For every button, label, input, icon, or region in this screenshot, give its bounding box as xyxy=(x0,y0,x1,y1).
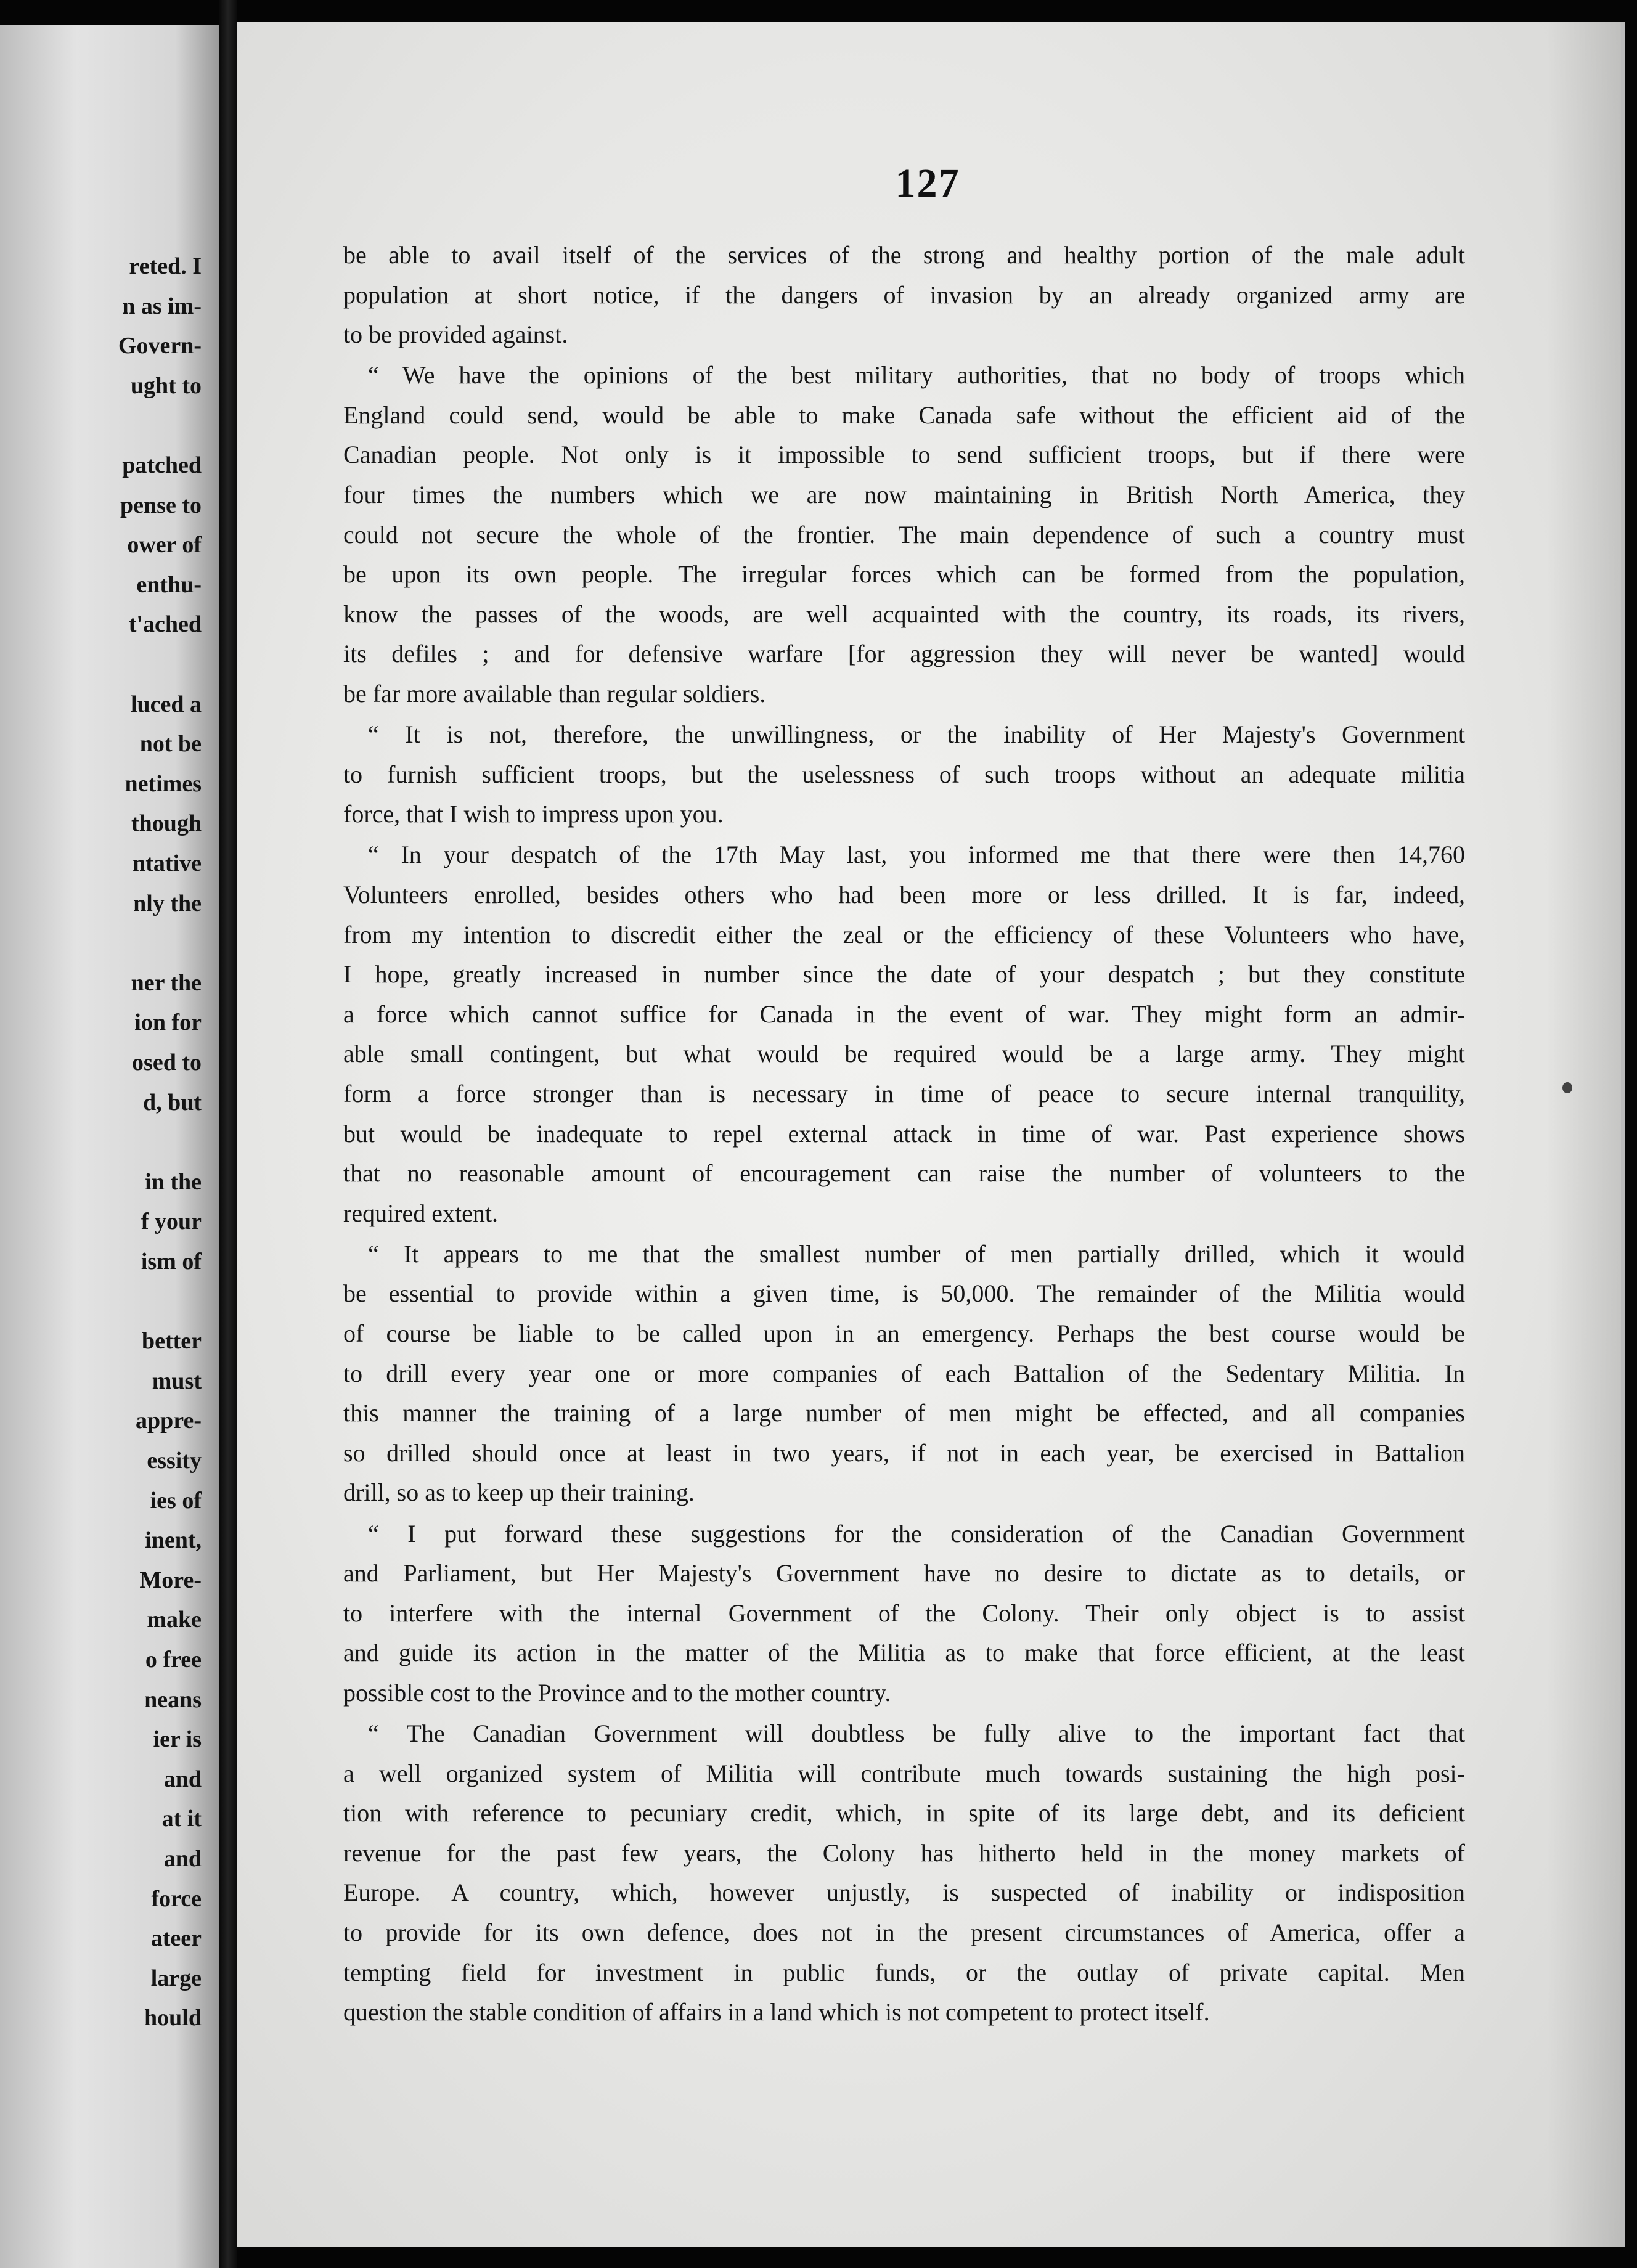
left-page-fragment: n as im- xyxy=(122,293,202,319)
left-page-text-fragments xyxy=(0,25,219,2268)
left-page-fragment: inent, xyxy=(145,1527,202,1554)
left-page-fragment: ion for xyxy=(134,1010,202,1036)
text-line: England could send, would be able to make Canada safe without the efficient aid of the xyxy=(343,401,1465,429)
text-line: to provide for its own defence, does not in the present circumstances of America, offer a xyxy=(343,1918,1465,1946)
text-line: able small contingent, but what would be required would be a large army. They might xyxy=(343,1040,1465,1068)
text-line: required extent. xyxy=(343,1199,498,1227)
text-line: Volunteers enrolled, besides others who had been more or less drilled. It is far, indeed, xyxy=(343,881,1465,908)
left-page-fragment: ught to xyxy=(130,372,202,399)
text-line: “ It appears to me that the smallest number of men partially drilled, which it would xyxy=(368,1239,1465,1268)
page-number: 127 xyxy=(895,161,960,206)
left-page-fragment: Govern- xyxy=(118,333,202,359)
left-page-fragment: ies of xyxy=(150,1487,202,1514)
text-line: but would be inadequate to repel external attack in time of war. Past experience shows xyxy=(343,1119,1465,1148)
left-page-fragment: ateer xyxy=(150,1925,202,1952)
left-page-fragment: at it xyxy=(161,1806,202,1832)
text-line: “ We have the opinions of the best military authorities, that no body of troops which xyxy=(368,361,1465,390)
text-line: know the passes of the woods, are well acquainted with the country, its roads, its rivers, xyxy=(343,600,1465,628)
left-page-fragment: and xyxy=(163,1766,202,1792)
left-page-fragment: must xyxy=(152,1368,202,1394)
text-line: four times the numbers which we are now maintaining in British North America, they xyxy=(343,481,1465,509)
text-line: population at short notice, if the dangers of invasion by an already organized army are xyxy=(343,280,1465,309)
left-page-fragment: nly the xyxy=(133,890,202,916)
left-page-fragment: large xyxy=(150,1965,202,1991)
left-page-fragment: t'ached xyxy=(128,611,202,638)
text-line: “ The Canadian Government will doubtless be fully alive to the important fact that xyxy=(368,1719,1465,1747)
text-line: to drill every year one or more companies of each Battalion of the Sedentary Militia. In xyxy=(343,1359,1465,1387)
paragraph xyxy=(343,1514,1465,1713)
left-page-fragment: More- xyxy=(139,1567,202,1593)
left-page-fragment: make xyxy=(147,1607,202,1633)
text-line: to interfere with the internal Government of the Colony. Their only object is to assist xyxy=(343,1599,1465,1627)
text-line: and Parliament, but Her Majesty's Government have no desire to dictate as to details, or xyxy=(343,1559,1465,1588)
text-line: could not secure the whole of the frontier. The main dependence of such a country must xyxy=(343,520,1465,549)
text-line: I hope, greatly increased in number since the date of your despatch ; but they constitute xyxy=(343,960,1465,989)
text-line: a well organized system of Militia will contribute much towards sustaining the high posi- xyxy=(343,1759,1465,1787)
text-line: to be provided against. xyxy=(343,320,568,349)
left-page-fragment: d, but xyxy=(142,1089,202,1116)
book-gutter xyxy=(219,0,237,2268)
text-line: a force which cannot suffice for Canada in the event of war. They might form an admir- xyxy=(343,1000,1465,1028)
left-page-fragment: osed to xyxy=(132,1050,202,1075)
left-page-fragment: appre- xyxy=(136,1408,202,1434)
left-page-fragment: hould xyxy=(144,2005,202,2031)
left-page-fragment: ntative xyxy=(133,851,202,876)
left-page-fragment: o free xyxy=(145,1647,202,1673)
text-line: possible cost to the Province and to the mother country. xyxy=(343,1678,891,1707)
page xyxy=(237,22,1625,2247)
text-line: be essential to provide within a given time, is 50,000. The remainder of the Militia would xyxy=(343,1279,1465,1308)
text-line: to furnish sufficient troops, but the uselessness of such troops without an adequate militia xyxy=(343,760,1465,788)
text-line: be far more available than regular soldiers. xyxy=(343,680,766,708)
text-line: “ In your despatch of the 17th May last, you informed me that there were then 14,760 xyxy=(368,841,1465,869)
text-line: of course be liable to be called upon in an emergency. Perhaps the best course would be xyxy=(343,1320,1465,1348)
left-page-fragment: in the xyxy=(145,1169,202,1195)
left-page-fragment: ism of xyxy=(141,1249,202,1275)
left-page-fragment: ner the xyxy=(131,969,202,996)
left-page-fragment: better xyxy=(141,1328,202,1355)
text-line: from my intention to discredit either the zeal or the efficiency of these Volunteers who have, xyxy=(343,920,1465,948)
paragraph xyxy=(343,235,1465,355)
text-line: drill, so as to keep up their training. xyxy=(343,1479,695,1507)
text-line: tempting field for investment in public funds, or the outlay of private capital. Men xyxy=(343,1958,1465,1986)
page-edge-shadow xyxy=(1547,22,1621,2247)
left-page-fragment: not be xyxy=(139,731,202,757)
left-page-fragment: neans xyxy=(144,1686,202,1713)
paragraph xyxy=(343,356,1465,714)
paragraph xyxy=(343,1234,1465,1513)
text-line: tion with reference to pecuniary credit, which, in spite of its large debt, and its deficient xyxy=(343,1799,1465,1827)
text-line: its defiles ; and for defensive warfare [for aggression they will never be wanted] would xyxy=(343,640,1465,668)
left-page-fragment: patched xyxy=(122,452,202,478)
body-text xyxy=(343,235,1465,2033)
left-page-fragment: reted. I xyxy=(129,253,202,279)
left-page-fragment: enthu- xyxy=(136,571,202,598)
text-line: force, that I wish to impress upon you. xyxy=(343,800,724,828)
text-line: “ I put forward these suggestions for the consideration of the Canadian Government xyxy=(368,1519,1465,1548)
text-line: “ It is not, therefore, the unwillingness, or the inability of Her Majesty's Government xyxy=(368,720,1465,749)
left-page-fragment: netimes xyxy=(125,770,202,797)
left-page-fragment: though xyxy=(131,810,202,837)
text-line: Europe. A country, which, however unjustly, is suspected of inability or indisposition xyxy=(343,1878,1465,1907)
text-line: and guide its action in the matter of the Militia as to make that force efficient, at the least xyxy=(343,1639,1465,1667)
left-page-fragment: force xyxy=(151,1885,202,1912)
text-line: be upon its own people. The irregular forces which can be formed from the population, xyxy=(343,560,1465,589)
text-line: so drilled should once at least in two years, if not in each year, be exercised in Battalion xyxy=(343,1438,1465,1467)
paragraph xyxy=(343,715,1465,834)
left-page-fragment: ower of xyxy=(127,532,202,558)
left-page-fragment: f your xyxy=(141,1209,202,1235)
text-line: form a force stronger than is necessary in time of peace to secure internal tranquility, xyxy=(343,1079,1465,1107)
text-line: this manner the training of a large number of men might be effected, and all companies xyxy=(343,1399,1465,1427)
left-page-edge xyxy=(0,25,219,2268)
left-page-fragment: essity xyxy=(147,1448,202,1474)
text-line: that no reasonable amount of encouragement can raise the number of volunteers to the xyxy=(343,1159,1465,1188)
text-line: revenue for the past few years, the Colony has hitherto held in the money markets of xyxy=(343,1838,1465,1867)
paragraph xyxy=(343,1714,1465,2033)
text-line: be able to avail itself of the services of the strong and healthy portion of the male adult xyxy=(343,241,1465,269)
left-page-fragment: ier is xyxy=(153,1726,202,1753)
paragraph xyxy=(343,835,1465,1233)
left-page-fragment: luced a xyxy=(130,691,202,717)
text-line: question the stable condition of affairs in a land which is not competent to protect itself. xyxy=(343,1998,1210,2026)
left-page-fragment: and xyxy=(163,1846,202,1872)
text-line: Canadian people. Not only is it impossible to send sufficient troops, but if there were xyxy=(343,441,1465,469)
left-page-fragment: pense to xyxy=(120,492,202,518)
